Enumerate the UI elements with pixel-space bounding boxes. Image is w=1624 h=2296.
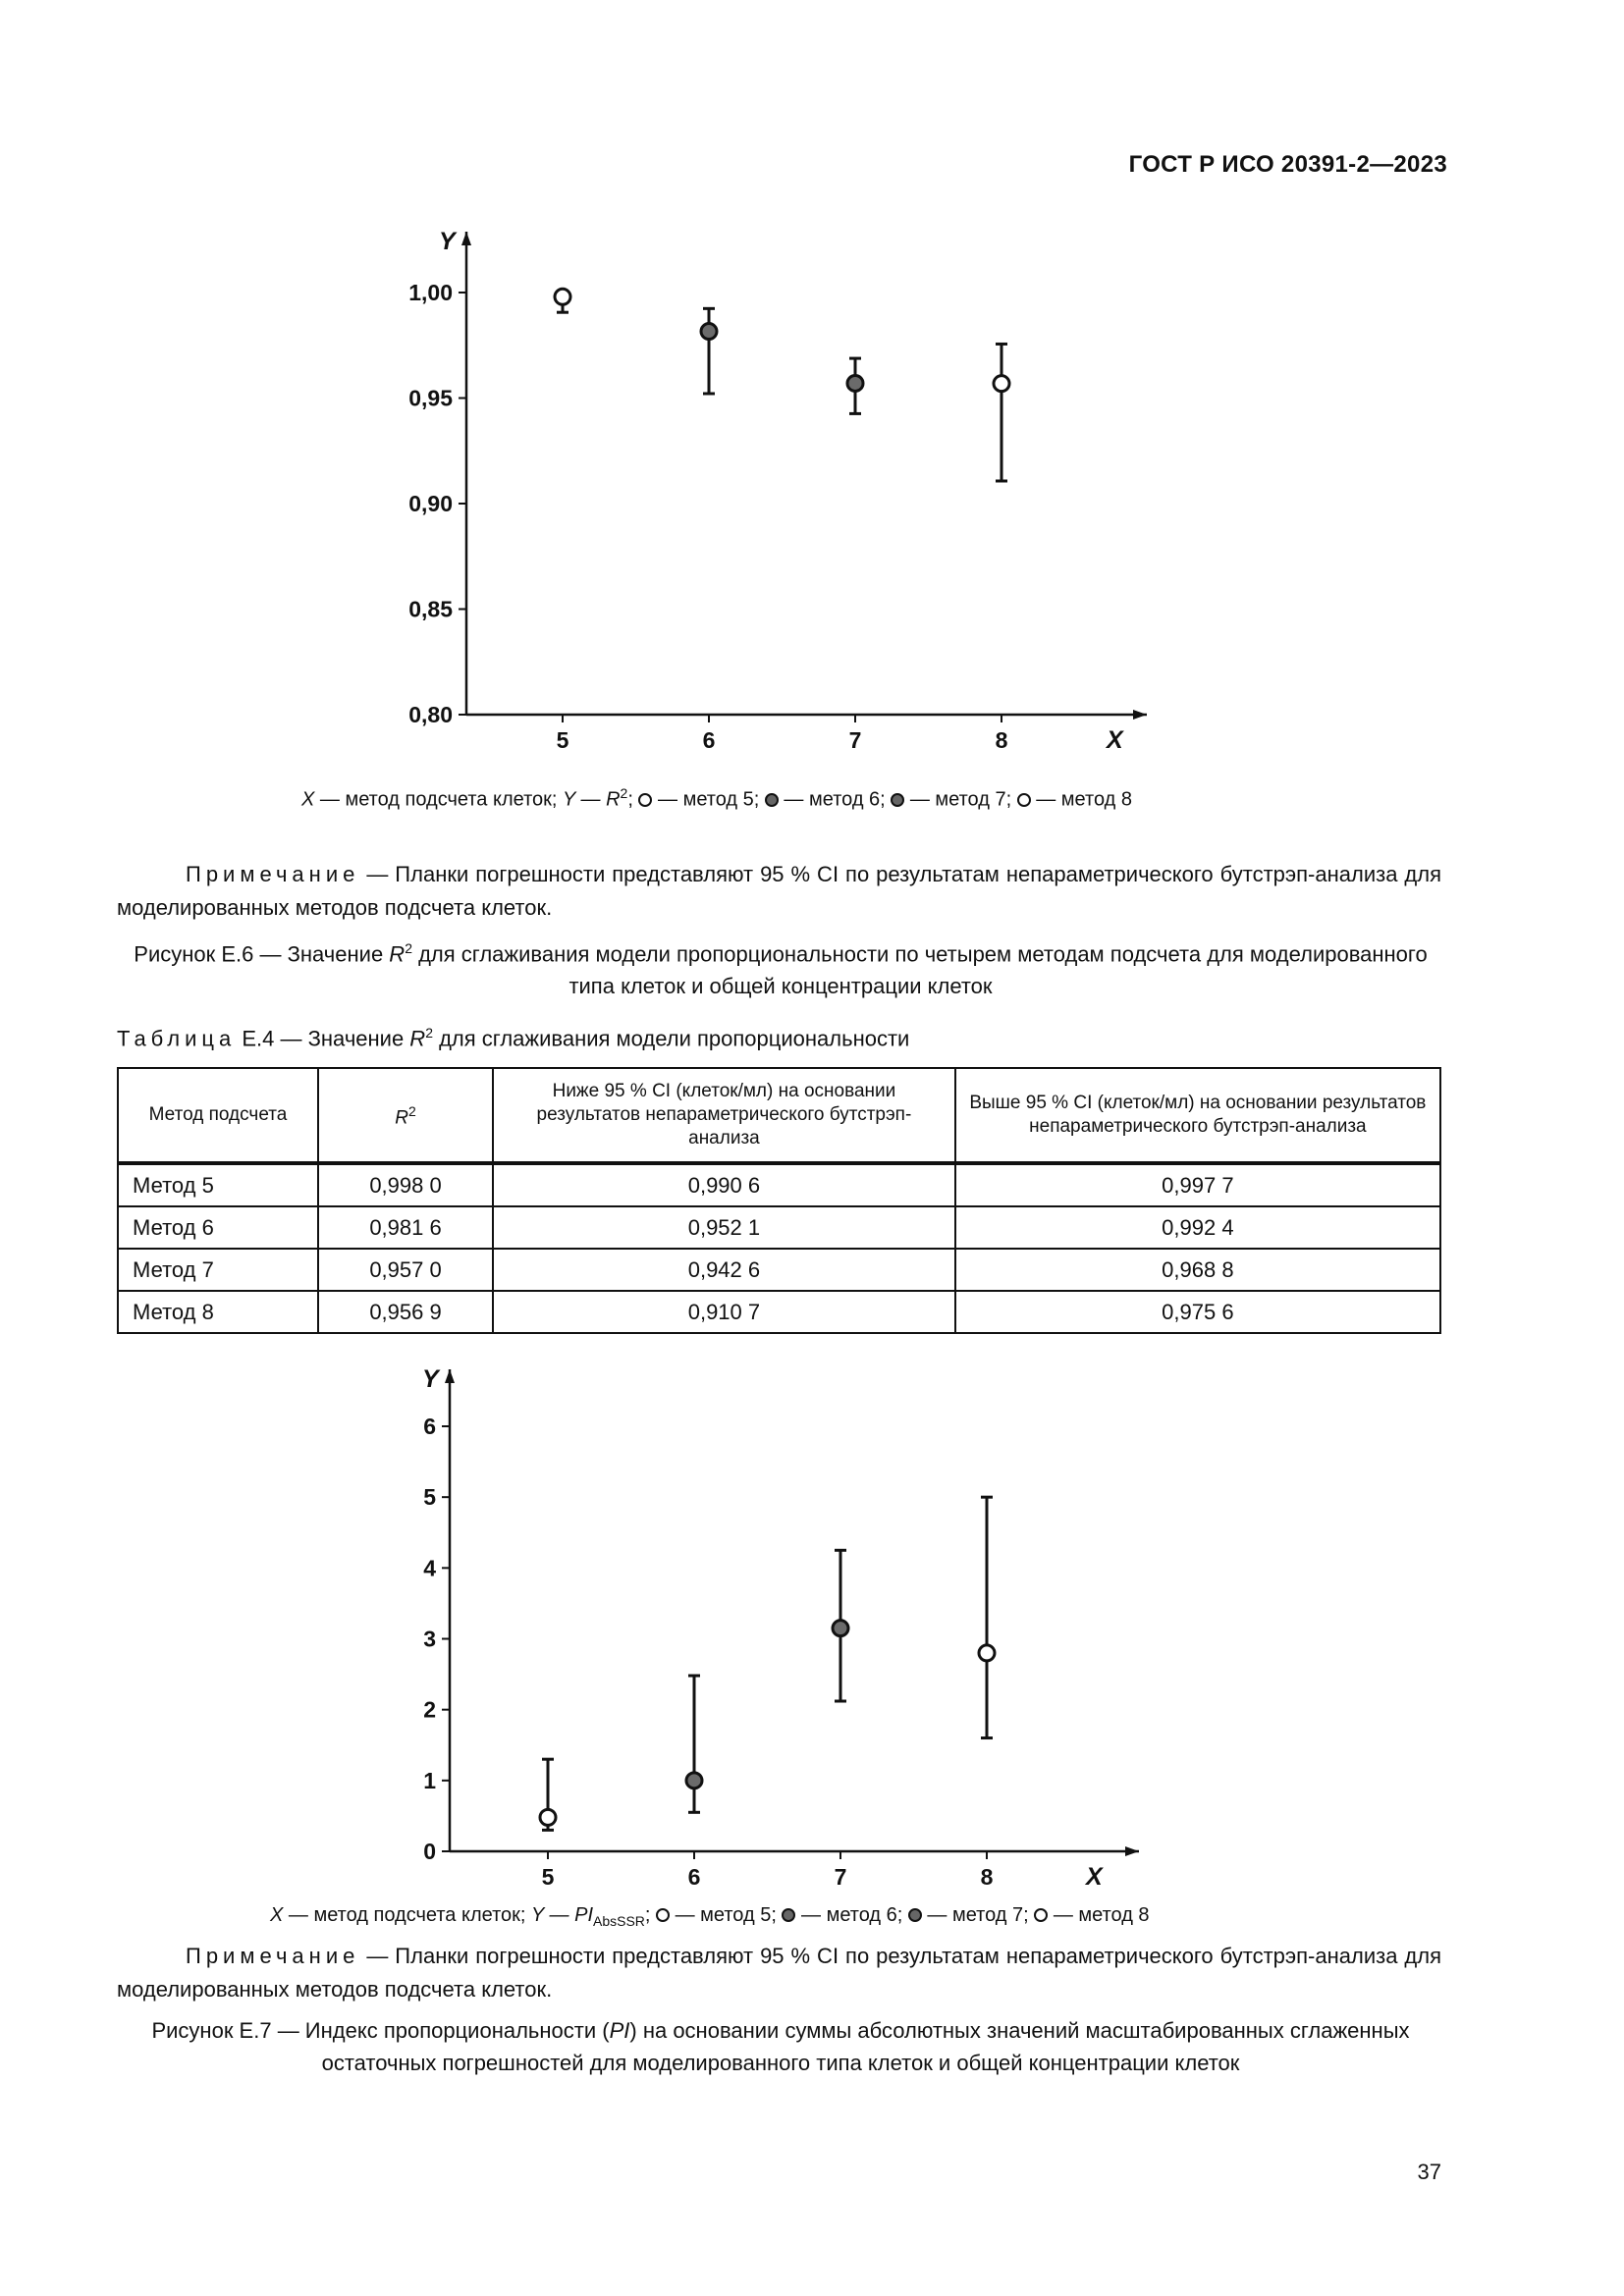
data-point [847,375,863,391]
legend-x-symbol: X [301,788,315,811]
legend-method8: — метод 8 [1048,1904,1150,1926]
filled-circle-marker-icon [765,793,779,807]
cell-lower: 0,952 1 [493,1206,955,1249]
y-tick-label: 4 [423,1555,436,1581]
cell-upper: 0,975 6 [955,1291,1440,1333]
table-caption-sup: 2 [425,1025,433,1041]
y-tick-label: 0,85 [408,596,453,622]
y-tick-label: 1 [423,1767,436,1793]
x-tick-label: 6 [687,1864,701,1890]
y-tick-label: 2 [423,1696,436,1723]
note-label: Примечание [186,862,360,886]
note-text: — Планки погрешности представляют 95 % CI по результатам непараметрического бутстрэп-анализа для моделированных методов подсчета клеток. [117,1944,1441,2002]
table-row [118,1249,1440,1291]
x-tick-label: 5 [556,727,569,753]
table-row [118,1291,1440,1333]
legend-method5: — метод 5; [652,788,765,811]
table-row [118,1163,1440,1206]
cell-method: Метод 5 [118,1163,318,1206]
figure-e7-note [117,1940,1441,2006]
x-tick-label: 7 [834,1864,847,1890]
y-tick-label: 0,95 [408,385,453,411]
legend-x-text: — метод подсчета клеток; [283,1904,531,1926]
figure-e6-legend [301,785,1132,812]
cell-lower: 0,990 6 [493,1163,955,1206]
note-text: — Планки погрешности представляют 95 % CI по результатам непараметрического бутстрэп-анализа для моделированных методов подсчета клеток. [117,862,1441,920]
legend-y-text: — PI [543,1904,593,1926]
x-tick-label: 8 [995,727,1008,753]
data-point [555,289,570,304]
filled-circle-marker-icon [891,793,904,807]
legend-separator: ; [644,1904,651,1926]
cell-r2: 0,957 0 [318,1249,493,1291]
table-caption-part-b: для сглаживания модели пропорциональности [432,1026,910,1051]
y-axis-arrow [461,232,471,245]
legend-method6: — метод 6; [778,788,892,811]
header-r2 [318,1068,493,1163]
header-method: Метод подсчета [118,1068,318,1163]
data-point [833,1621,848,1636]
data-point [540,1809,556,1825]
x-tick-label: 5 [541,1864,555,1890]
y-tick-label: 0 [423,1839,436,1864]
legend-x-text: — метод подсчета клеток; [314,788,563,811]
table-caption-label: Таблица [117,1026,237,1051]
cell-r2: 0,956 9 [318,1291,493,1333]
y-axis-arrow [445,1369,455,1383]
x-axis-arrow [1133,710,1147,720]
figure-e7-legend [270,1904,1150,1929]
data-table [117,1067,1441,1334]
y-tick-label: 5 [423,1484,436,1511]
table-caption [117,1025,909,1051]
caption-part-a: Рисунок Е.6 — Значение [134,941,390,967]
open-circle-marker-icon [638,793,652,807]
cell-r2: 0,998 0 [318,1163,493,1206]
legend-y-text: — R [574,788,621,811]
figure-e7-chart [0,1355,1624,1904]
data-point [701,324,717,340]
legend-y-superscript: 2 [620,785,628,801]
caption-r: R [389,941,406,967]
figure-e6-chart [0,0,1624,785]
y-tick-label: 0,90 [408,491,453,516]
legend-y-symbol: Y [563,788,575,811]
note-label: Примечание [186,1944,360,1968]
y-tick-label: 1,00 [408,280,453,305]
caption-pi: PI [609,2018,630,2043]
table-caption-r: R [409,1026,426,1051]
page-number: 37 [1417,2160,1441,2184]
legend-method8: — метод 8 [1030,788,1132,811]
data-point [979,1645,995,1661]
legend-x-symbol: X [270,1904,284,1926]
data-point [686,1773,702,1789]
open-circle-marker-icon [656,1908,670,1922]
figure-e7-caption [123,2014,1438,2079]
header-upper-ci: Выше 95 % CI (клеток/мл) на основании результатов непараметрического бутстрэп-анализа [955,1068,1440,1163]
cell-upper: 0,968 8 [955,1249,1440,1291]
y-axis-label: Y [439,228,456,255]
figure-e6-caption [128,933,1434,1002]
y-tick-label: 3 [423,1626,436,1652]
x-axis-label: X [1107,726,1123,754]
cell-method: Метод 6 [118,1206,318,1249]
table-caption-part-a: Е.4 — Значение [236,1026,410,1051]
legend-y-symbol: Y [531,1904,544,1926]
cell-upper: 0,997 7 [955,1163,1440,1206]
filled-circle-marker-icon [782,1908,795,1922]
data-point [994,376,1009,392]
cell-lower: 0,942 6 [493,1249,955,1291]
caption-part-b: для сглаживания модели пропорциональности по четырем методам подсчета для моделированного типа клеток и общей концентрации клеток [411,941,1428,999]
cell-method: Метод 7 [118,1249,318,1291]
x-tick-label: 8 [980,1864,994,1890]
y-axis-label: Y [422,1365,439,1393]
x-axis-label: X [1086,1863,1103,1891]
document-header: ГОСТ Р ИСО 20391-2—2023 [1128,151,1447,178]
x-axis-arrow [1125,1846,1139,1856]
table-header-row [118,1068,1440,1163]
table-row [118,1206,1440,1249]
legend-method7: — метод 7; [904,788,1017,811]
legend-method6: — метод 6; [795,1904,908,1926]
cell-lower: 0,910 7 [493,1291,955,1333]
open-circle-marker-icon [1017,793,1031,807]
x-tick-label: 6 [702,727,716,753]
caption-part-b: ) на основании суммы абсолютных значений масштабированных сглаженных остаточных погрешностей для моделированного типа клеток и общей концентрации клеток [321,2018,1410,2075]
filled-circle-marker-icon [908,1908,922,1922]
legend-separator: ; [627,788,633,811]
cell-method: Метод 8 [118,1291,318,1333]
y-tick-label: 6 [423,1414,436,1439]
x-tick-label: 7 [848,727,862,753]
legend-method5: — метод 5; [670,1904,783,1926]
figure-e6-note [117,858,1441,925]
y-tick-label: 0,80 [408,702,453,727]
cell-r2: 0,981 6 [318,1206,493,1249]
legend-y-subscript: AbsSSR [593,1913,645,1929]
legend-method7: — метод 7; [921,1904,1035,1926]
caption-part-a: Рисунок Е.7 — Индекс пропорциональности ( [151,2018,610,2043]
caption-sup: 2 [405,940,412,956]
header-lower-ci: Ниже 95 % CI (клеток/мл) на основании результатов непараметрического бутстрэп-анализа [493,1068,955,1163]
header-r: R [395,1107,408,1129]
open-circle-marker-icon [1034,1908,1048,1922]
header-r-sup: 2 [407,1103,416,1120]
cell-upper: 0,992 4 [955,1206,1440,1249]
